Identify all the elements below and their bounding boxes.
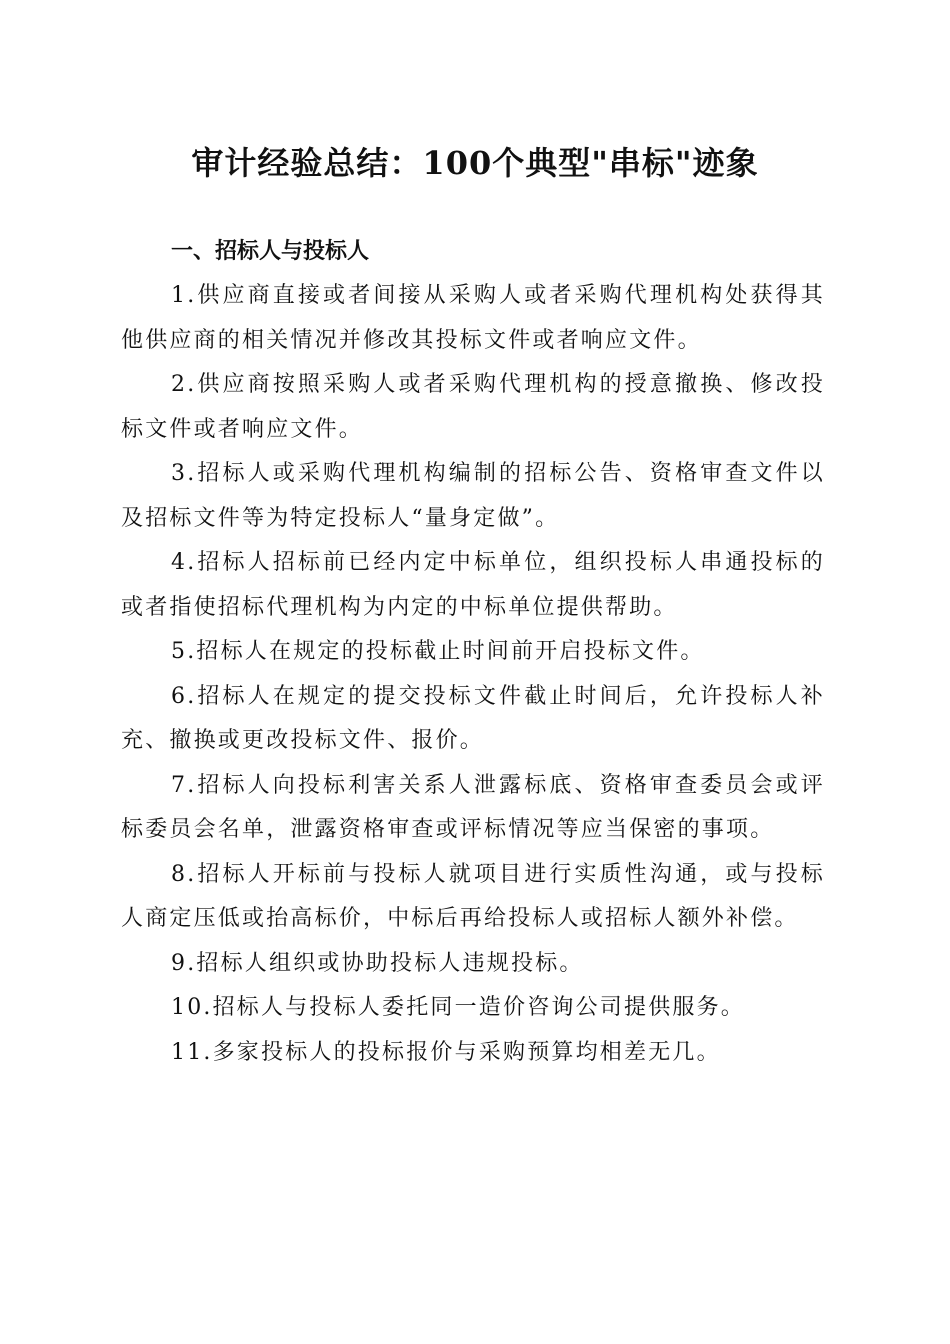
list-item: 2.供应商按照采购人或者采购代理机构的授意撤换、修改投标文件或者响应文件。 bbox=[121, 372, 825, 442]
list-item: 1.供应商直接或者间接从采购人或者采购代理机构处获得其他供应商的相关情况并修改其投标文件或者响应文件。 bbox=[121, 283, 825, 353]
list-item: 5.招标人在规定的投标截止时间前开启投标文件。 bbox=[171, 639, 705, 664]
document-body bbox=[121, 230, 825, 1075]
list-item: 7.招标人向投标利害关系人泄露标底、资格审查委员会或评标委员会名单，泄露资格审查或评标情况等应当保密的事项。 bbox=[121, 772, 825, 842]
list-item: 4.招标人招标前已经内定中标单位，组织投标人串通投标的或者指使招标代理机构为内定的中标单位提供帮助。 bbox=[121, 550, 825, 620]
list-item: 8.招标人开标前与投标人就项目进行实质性沟通，或与投标人商定压低或抬高标价，中标后再给投标人或招标人额外补偿。 bbox=[121, 861, 825, 931]
list-item: 6.招标人在规定的提交投标文件截止时间后，允许投标人补充、撤换或更改投标文件、报价。 bbox=[121, 683, 825, 753]
list-item: 11.多家投标人的投标报价与采购预算均相差无几。 bbox=[171, 1039, 721, 1065]
list-item: 9.招标人组织或协助投标人违规投标。 bbox=[171, 950, 584, 976]
list-item: 10.招标人与投标人委托同一造价咨询公司提供服务。 bbox=[171, 995, 745, 1020]
section-heading: 一、招标人与投标人 bbox=[171, 239, 370, 264]
list-item: 3.招标人或采购代理机构编制的招标公告、资格审查文件以及招标文件等为特定投标人“量身定做”。 bbox=[121, 461, 825, 531]
document-title: 审计经验总结：100个典型"串标"迹象 bbox=[191, 144, 759, 182]
